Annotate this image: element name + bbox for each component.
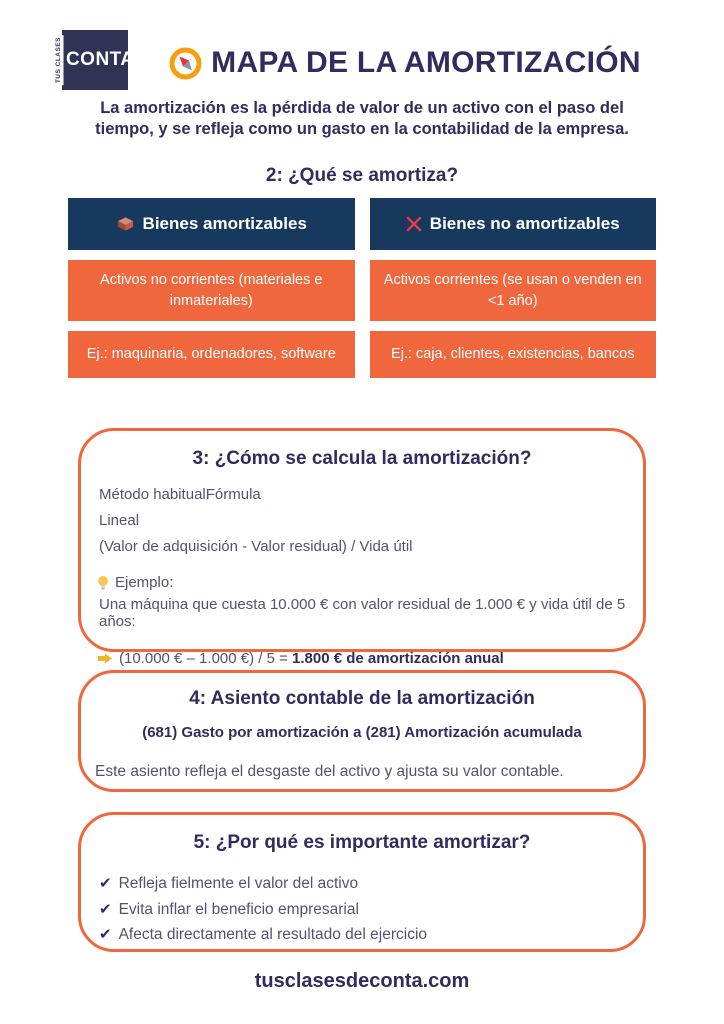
section2-title: 2: ¿Qué se amortiza? <box>265 165 459 186</box>
example-label-row <box>97 574 643 591</box>
importance-checklist <box>99 871 643 948</box>
formula-result: 1.800 € de amortización anual <box>292 650 504 667</box>
accounting-note: Este asiento refleja el desgaste del activo y ajusta su valor contable. <box>95 763 564 780</box>
method-line: (Valor de adquisición - Valor residual) / Vida útil <box>99 538 413 555</box>
formula-text <box>119 650 504 667</box>
page-subtitle: La amortización es la pérdida de valor de un activo con el paso del tiempo, y se refleja como un gasto en la contabilidad de la empresa. <box>95 99 629 138</box>
formula-row <box>97 650 643 667</box>
example-text: Una máquina que cuesta 10.000 € con valor residual de 1.000 € y vida útil de 5 años: <box>99 596 626 630</box>
pointing-finger-icon <box>97 652 113 665</box>
method-line: Lineal <box>99 512 140 529</box>
brand-logo-text: CONTA <box>65 49 135 70</box>
table-cell-no-amortizables-examples: Ej.: caja, clientes, existencias, bancos <box>370 331 657 378</box>
table-cell-amortizables-definition: Activos no corrientes (materiales e inmateriales) <box>68 260 355 321</box>
compass-icon <box>169 47 202 80</box>
accounting-entry: (681) Gasto por amortización a (281) Amortización acumulada <box>142 724 582 741</box>
page-title: MAPA DE LA AMORTIZACIÓN <box>211 46 641 79</box>
section5-title: 5: ¿Por qué es importante amortizar? <box>193 832 531 853</box>
check-icon: ✔ <box>99 899 112 918</box>
section3-title: 3: ¿Cómo se calcula la amortización? <box>192 448 532 469</box>
formula-prefix: (10.000 € – 1.000 €) / 5 = <box>119 650 293 667</box>
check-icon: ✔ <box>99 925 112 943</box>
amortization-table <box>68 198 656 378</box>
table-header-no-amortizables <box>370 198 657 250</box>
table-header-amortizables <box>68 198 355 250</box>
table-cell-amortizables-examples: Ej.: maquinaria, ordenadores, software <box>68 331 355 378</box>
section3-box <box>78 428 646 667</box>
section4-title: 4: Asiento contable de la amortización <box>189 688 535 709</box>
list-item-label: Afecta directamente al resultado del ejercicio <box>118 926 428 943</box>
example-label: Ejemplo: <box>115 574 174 591</box>
table-header-label: Bienes amortizables <box>142 214 307 233</box>
section3-method-lines <box>99 482 643 560</box>
section5-box <box>78 812 646 952</box>
list-item-label: Refleja fielmente el valor del activo <box>118 875 359 892</box>
list-item <box>99 897 643 923</box>
x-icon <box>406 216 422 232</box>
list-item <box>99 871 643 897</box>
footer-url: tusclasesdeconta.com <box>254 970 470 992</box>
list-item <box>99 922 643 948</box>
section4-box <box>78 670 646 792</box>
table-cell-no-amortizables-definition: Activos corrientes (se usan o venden en <1 año) <box>370 260 657 321</box>
check-icon: ✔ <box>99 874 112 892</box>
lightbulb-icon <box>97 575 109 591</box>
brand-logo-vertical-label: TUS CLASES <box>55 36 63 84</box>
method-line: Método habitualFórmula <box>99 486 261 503</box>
list-item-label: Evita inflar el beneficio empresarial <box>118 900 359 918</box>
brick-icon <box>116 216 135 232</box>
table-header-label: Bienes no amortizables <box>429 214 620 233</box>
title-row <box>0 46 724 80</box>
